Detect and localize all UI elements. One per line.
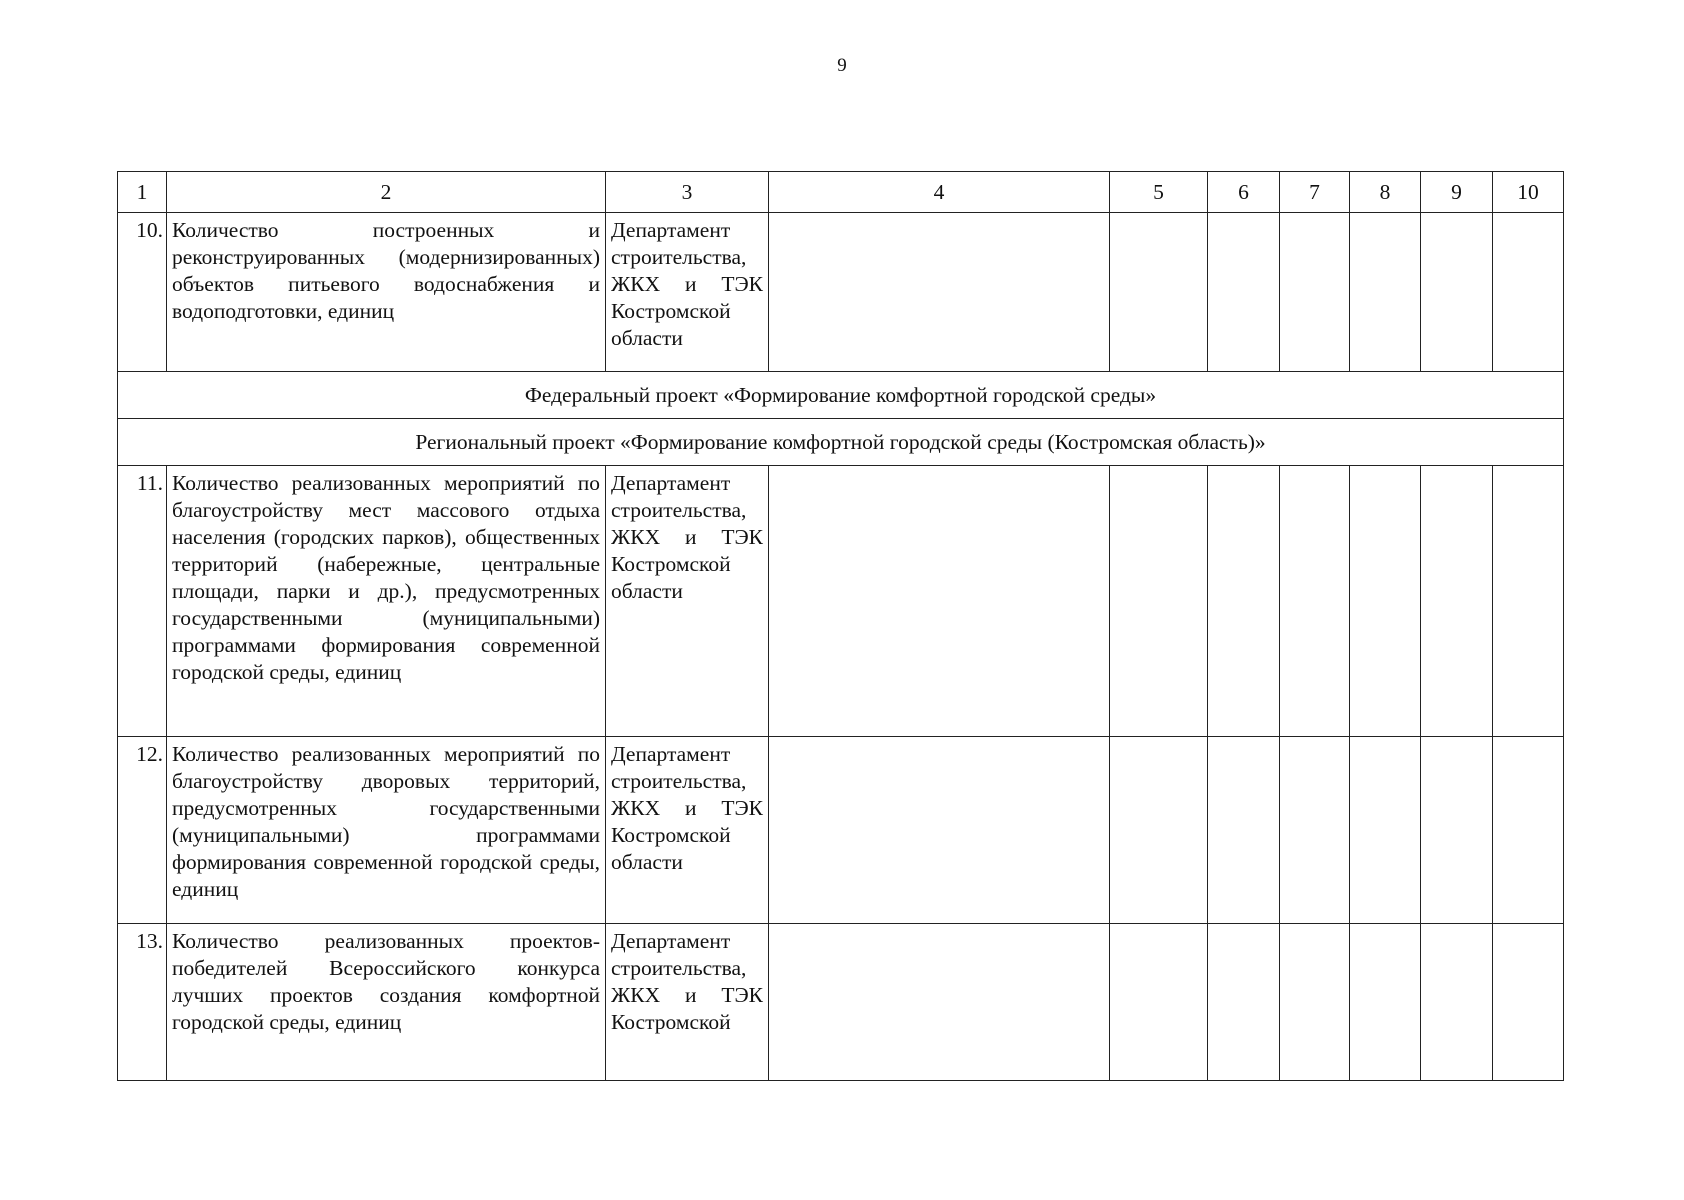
indicator-table <box>117 171 1564 1081</box>
value-cell <box>1280 737 1350 924</box>
value-cell <box>1350 213 1421 372</box>
row-number: 12. <box>118 737 167 924</box>
value-cell <box>1421 213 1493 372</box>
indicator-name: Количество реализованных проектов-победителей Всероссийского конкурса лучших проектов создания комфортной городской среды, единиц <box>167 924 606 1081</box>
column-header: 4 <box>769 172 1110 213</box>
column-header: 1 <box>118 172 167 213</box>
row-number: 10. <box>118 213 167 372</box>
value-cell <box>769 466 1110 737</box>
section-row <box>118 372 1564 419</box>
value-cell <box>1208 924 1280 1081</box>
value-cell <box>1110 466 1208 737</box>
indicator-name: Количество реализованных мероприятий по благоустройству мест массового отдыха населения (городских парков), общественных территорий (набережные, центральные площади, парки и др.), предусмотренных государственными (муниципальными) программами формирования современной городской среды, единиц <box>167 466 606 737</box>
value-cell <box>1350 737 1421 924</box>
value-cell <box>1421 466 1493 737</box>
value-cell <box>769 737 1110 924</box>
value-cell <box>1493 213 1564 372</box>
value-cell <box>769 924 1110 1081</box>
value-cell <box>1493 924 1564 1081</box>
responsible-department: Департамент строительства, ЖКХ и ТЭК Костромской области <box>606 213 769 372</box>
column-header: 3 <box>606 172 769 213</box>
value-cell <box>1208 737 1280 924</box>
regional-project-heading: Региональный проект «Формирование комфортной городской среды (Костромская область)» <box>118 419 1564 466</box>
section-row <box>118 419 1564 466</box>
value-cell <box>1110 737 1208 924</box>
table-row <box>118 737 1564 924</box>
indicator-name: Количество реализованных мероприятий по благоустройству дворовых территорий, предусмотренных государственными (муниципальными) программами формирования современной городской среды, единиц <box>167 737 606 924</box>
value-cell <box>1280 466 1350 737</box>
column-header: 5 <box>1110 172 1208 213</box>
value-cell <box>1421 924 1493 1081</box>
column-header: 2 <box>167 172 606 213</box>
column-header: 9 <box>1421 172 1493 213</box>
responsible-department: Департамент строительства, ЖКХ и ТЭК Костромской области <box>606 466 769 737</box>
value-cell <box>1493 466 1564 737</box>
value-cell <box>1493 737 1564 924</box>
table-header-row <box>118 172 1564 213</box>
table-row <box>118 213 1564 372</box>
value-cell <box>1208 213 1280 372</box>
row-number: 13. <box>118 924 167 1081</box>
value-cell <box>769 213 1110 372</box>
table-row <box>118 924 1564 1081</box>
responsible-department: Департамент строительства, ЖКХ и ТЭК Костромской области <box>606 737 769 924</box>
responsible-department: Департамент строительства, ЖКХ и ТЭК Костромской <box>606 924 769 1081</box>
value-cell <box>1421 737 1493 924</box>
value-cell <box>1280 924 1350 1081</box>
column-header: 10 <box>1493 172 1564 213</box>
value-cell <box>1110 924 1208 1081</box>
column-header: 7 <box>1280 172 1350 213</box>
page-number: 9 <box>837 55 847 76</box>
value-cell <box>1208 466 1280 737</box>
row-number: 11. <box>118 466 167 737</box>
value-cell <box>1280 213 1350 372</box>
table-row <box>118 466 1564 737</box>
federal-project-heading: Федеральный проект «Формирование комфортной городской среды» <box>118 372 1564 419</box>
value-cell <box>1350 466 1421 737</box>
value-cell <box>1350 924 1421 1081</box>
column-header: 8 <box>1350 172 1421 213</box>
value-cell <box>1110 213 1208 372</box>
column-header: 6 <box>1208 172 1280 213</box>
indicator-name: Количество построенных и реконструированных (модернизированных) объектов питьевого водоснабжения и водоподготовки, единиц <box>167 213 606 372</box>
